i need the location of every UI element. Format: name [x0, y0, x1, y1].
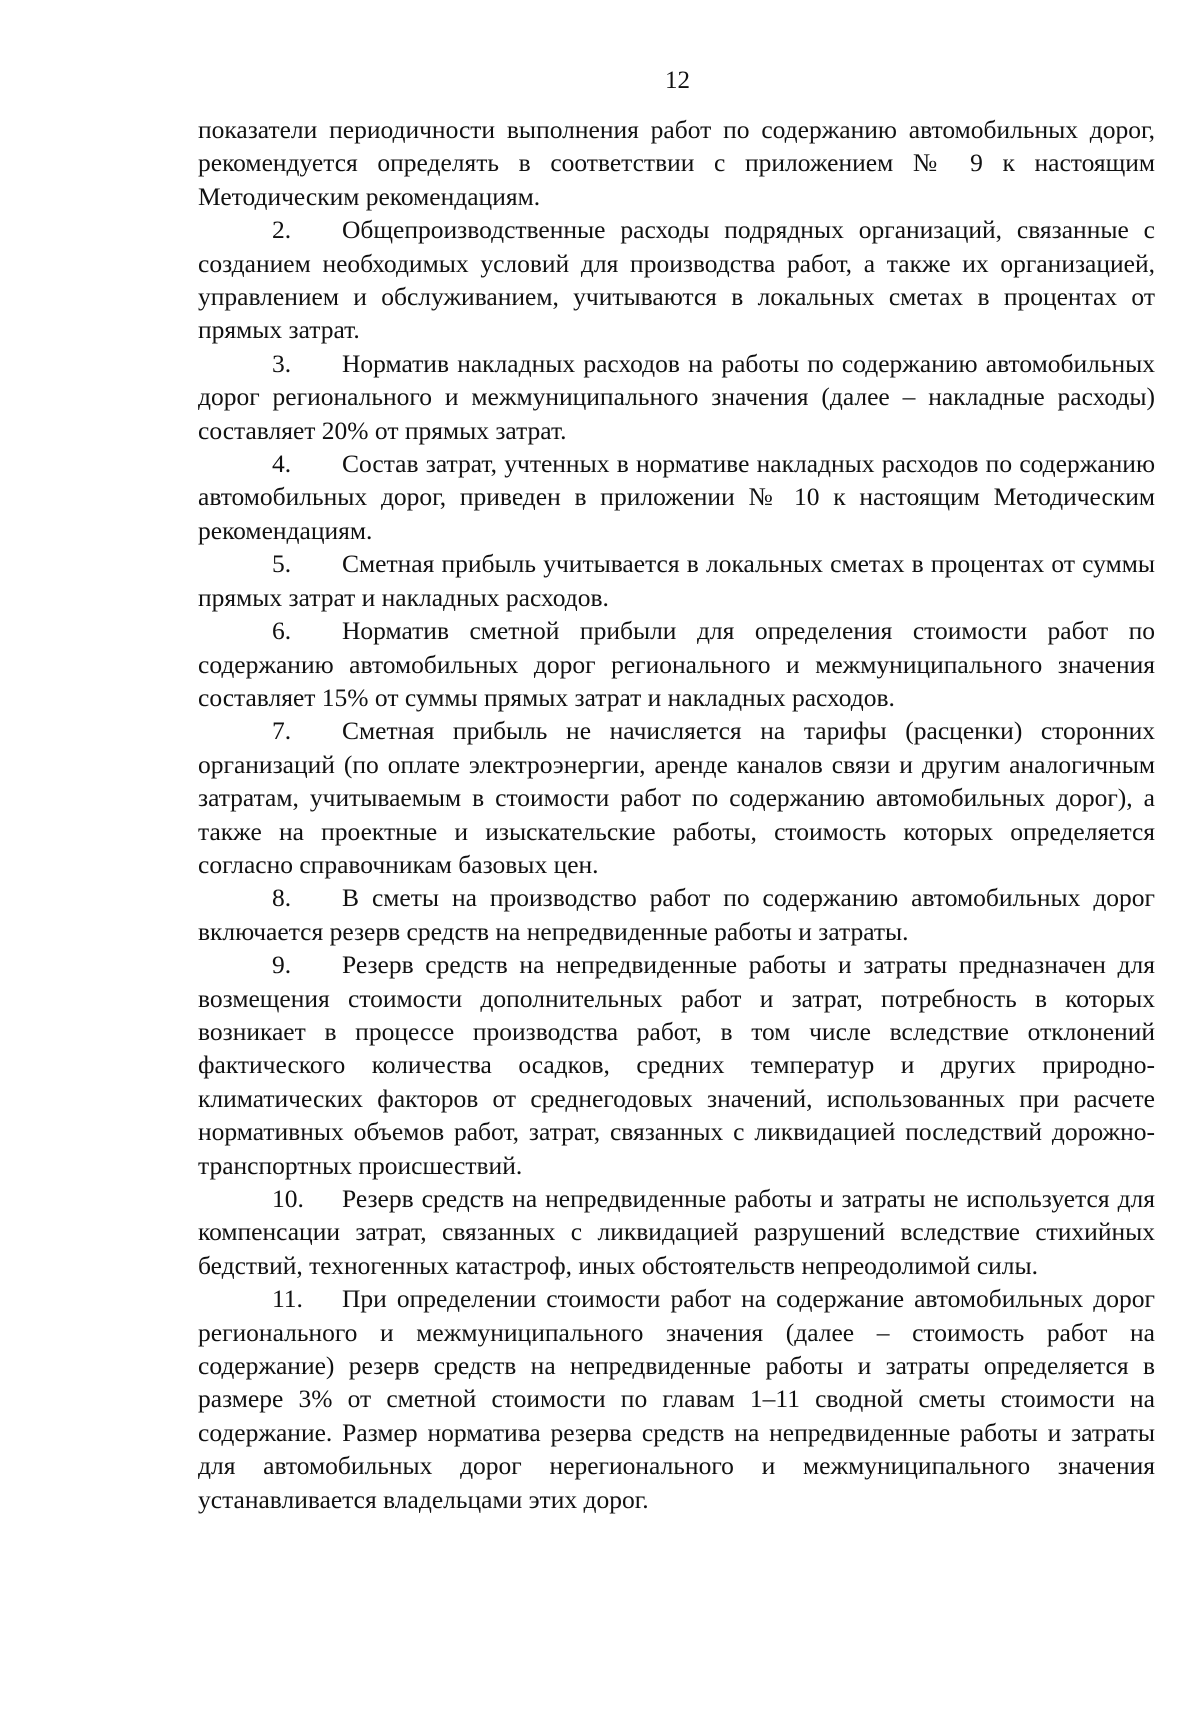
item-text: Общепроизводственные расходы подрядных организаций, связанные с созданием необходимых условий для производства работ, а также их организацией, управлением и обслуживанием, учитываются в локальных сметах в процентах от прямых затрат. — [198, 215, 1155, 345]
item-text: Сметная прибыль не начисляется на тарифы (расценки) сторонних организаций (по оплате электроэнергии, аренде каналов связи и другим аналогичным затратам, учитываемым в стоимости работ по содержанию автомобильных дорог), а также на проектные и изыскательские работы, стоимость которых определяется согласно справочникам базовых цен. — [198, 716, 1155, 879]
document-body — [198, 113, 1155, 1516]
item-number: 3. — [272, 348, 292, 378]
item-text: Норматив накладных расходов на работы по содержанию автомобильных дорог регионального и межмуниципального значения (далее – накладные расходы) составляет 20% от прямых затрат. — [198, 348, 1155, 445]
item-text: Состав затрат, учтенных в нормативе накладных расходов по содержанию автомобильных дорог, приведен в приложении № 10 к настоящим Методическим рекомендациям. — [198, 449, 1155, 545]
list-item — [198, 1182, 1155, 1282]
list-item — [198, 1282, 1155, 1516]
list-item — [198, 213, 1155, 347]
item-text: Резерв средств на непредвиденные работы и затраты предназначен для возмещения стоимости дополнительных работ и затрат, потребность в которых возникает в процессе производства работ, в том числе вследствие отклонений фактического количества осадков, средних температур и других природно-климатических факторов от среднегодовых значений, использованных при расчете нормативных объемов работ, затрат, связанных с ликвидацией последствий дорожно-транспортных происшествий. — [198, 950, 1155, 1180]
item-number: 5. — [272, 549, 292, 579]
item-number: 7. — [272, 716, 292, 746]
item-number: 6. — [272, 616, 292, 646]
item-number: 10. — [272, 1184, 304, 1213]
list-item — [198, 447, 1155, 547]
item-number: 2. — [272, 215, 292, 245]
intro-paragraph: показатели периодичности выполнения работ по содержанию автомобильных дорог, рекомендуется определять в соответствии с приложением № 9 к настоящим Методическим рекомендациям. — [198, 115, 1155, 211]
list-item — [198, 347, 1155, 447]
item-text: Сметная прибыль учитывается в локальных сметах в процентах от суммы прямых затрат и накладных расходов. — [198, 549, 1155, 612]
item-text: Норматив сметной прибыли для определения стоимости работ по содержанию автомобильных дорог регионального и межмуниципального значения составляет 15% от суммы прямых затрат и накладных расходов. — [198, 616, 1155, 712]
list-item — [198, 881, 1155, 948]
list-item — [198, 547, 1155, 614]
list-item — [198, 948, 1155, 1182]
page-number: 12 — [665, 67, 690, 94]
list-item — [198, 714, 1155, 881]
item-number: 4. — [272, 449, 292, 479]
item-text: Резерв средств на непредвиденные работы и затраты не используется для компенсации затрат, связанных с ликвидацией разрушений вследствие стихийных бедствий, техногенных катастроф, иных обстоятельств непреодолимой силы. — [198, 1184, 1155, 1280]
item-text: При определении стоимости работ на содержание автомобильных дорог регионального и межмуниципального значения (далее – стоимость работ на содержание) резерв средств на непредвиденные работы и затраты определяется в размере 3% от сметной стоимости по главам 1–11 сводной сметы стоимости на содержание. Размер норматива резерва средств на непредвиденные работы и затраты для автомобильных дорог нерегионального и межмуниципального значения устанавливается владельцами этих дорог. — [198, 1284, 1155, 1514]
item-number: 9. — [272, 950, 292, 980]
item-number: 8. — [272, 883, 292, 913]
item-number: 11. — [272, 1284, 303, 1314]
item-text: В сметы на производство работ по содержанию автомобильных дорог включается резерв средств на непредвиденные работы и затраты. — [198, 883, 1155, 946]
list-item — [198, 614, 1155, 714]
